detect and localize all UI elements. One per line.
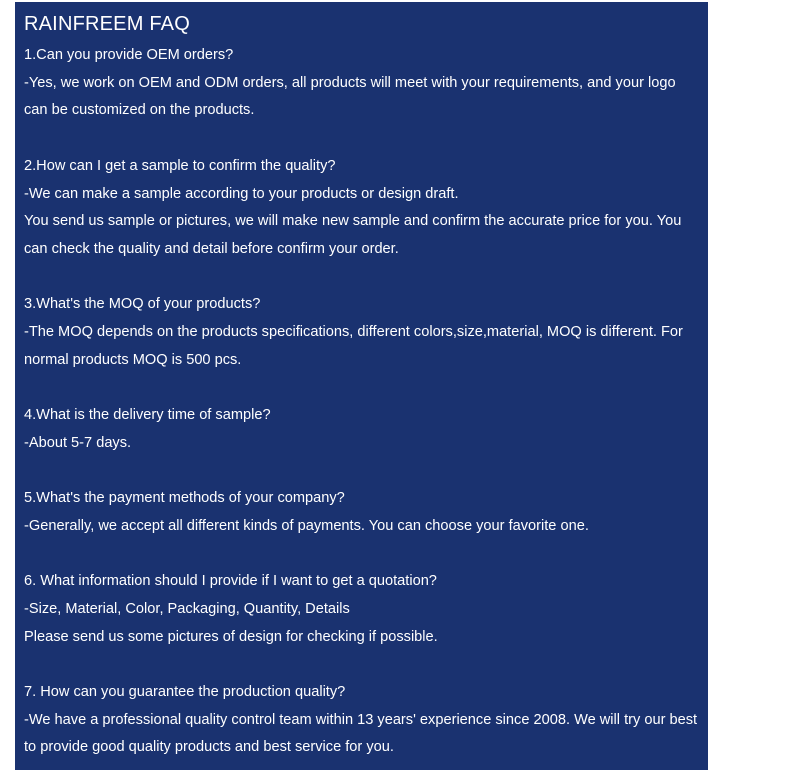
faq-answer: -About 5-7 days. [24, 434, 132, 451]
faq-question: 4.What is the delivery time of sample? [24, 407, 271, 424]
faq-item [24, 291, 702, 374]
faq-question: 1.Can you provide OEM orders? [24, 47, 234, 63]
faq-answer: -Size, Material, Color, Packaging, Quantity, Details [24, 600, 350, 617]
faq-answer: Please send us some pictures of design for checking if possible. [24, 628, 438, 645]
faq-answer: -The MOQ depends on the products specifications, different colors,size,material, MOQ is different. For normal products MOQ is 500 pcs. [24, 324, 683, 368]
faq-item [24, 153, 702, 264]
faq-answer: -Yes, we work on OEM and ODM orders, all products will meet with your requirements, and your logo can be customized on the products. [24, 74, 676, 119]
page-title: RAINFREEM FAQ [24, 13, 190, 35]
faq-item [24, 402, 702, 457]
faq-question: 7. How can you guarantee the production quality? [24, 684, 346, 701]
faq-answer: -We have a professional quality control team within 13 years' experience since 2008. We will try our best to provide good quality products and best service for you. [24, 711, 698, 756]
faq-question: 3.What's the MOQ of your products? [24, 296, 261, 313]
faq-item [24, 485, 702, 540]
faq-answer: -Generally, we accept all different kinds of payments. You can choose your favorite one. [24, 517, 589, 534]
faq-panel [15, 2, 708, 770]
faq-item [24, 42, 702, 125]
faq-question: 6. What information should I provide if I want to get a quotation? [24, 573, 437, 590]
faq-item [24, 679, 702, 762]
faq-question: 2.How can I get a sample to confirm the quality? [24, 157, 336, 174]
faq-answer: You send us sample or pictures, we will make new sample and confirm the accurate price for you. You can check the quality and detail before confirm your order. [24, 213, 682, 257]
faq-question: 5.What's the payment methods of your company? [24, 490, 345, 507]
faq-item [24, 568, 702, 651]
faq-list [24, 42, 702, 762]
faq-answer: -We can make a sample according to your products or design draft. [24, 185, 459, 202]
